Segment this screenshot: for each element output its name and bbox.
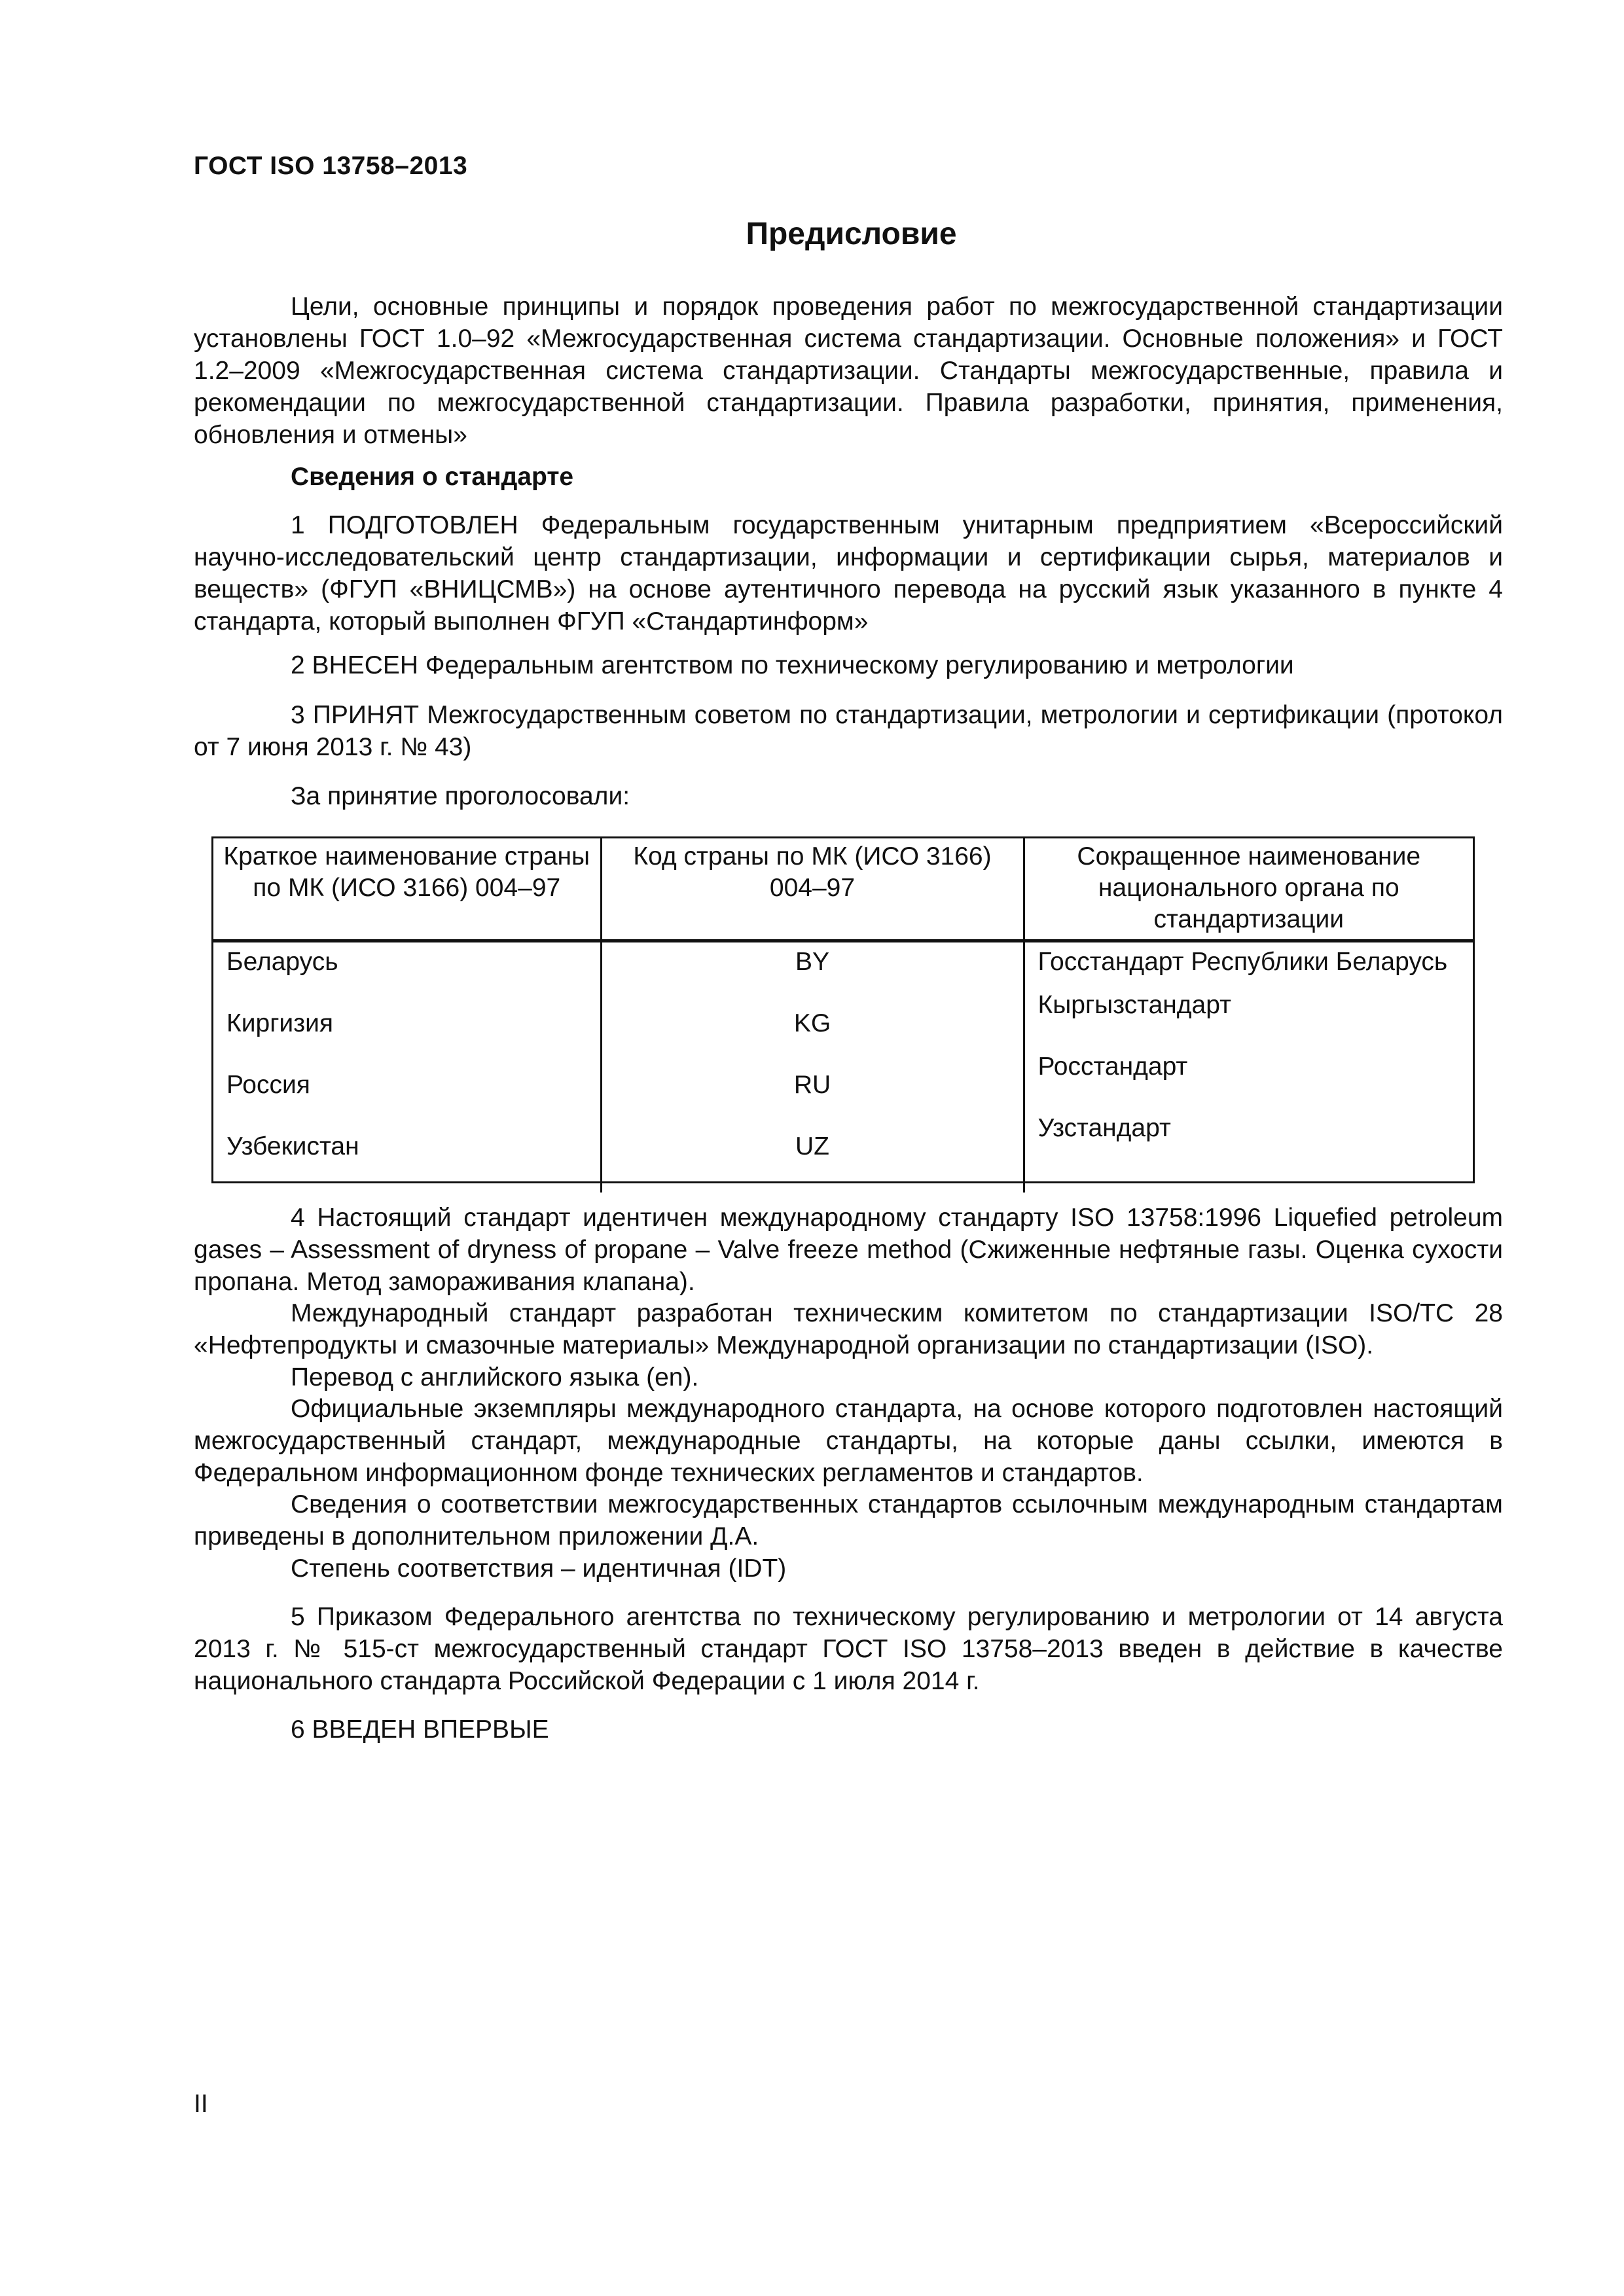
item-4-conformity-paragraph: Степень соответствия – идентичная (IDT) <box>291 1554 787 1583</box>
item-4-paragraph: 4 Настоящий стандарт идентичен международному стандарту ISO 13758:1996 Liquefied petroleum gases – Assessment of dryness of propane – Valve freeze method (Сжиженные нефтяные газы. Оценка сухости пропана. Метод замораживания клапана). <box>194 1204 1503 1296</box>
item-4-copies-paragraph: Официальные экземпляры международного стандарта, на основе которого подготовлен настоящий межгосударственный стандарт, международные стандарты, на которые даны ссылки, имеются в Федеральном информационном фонде технических регламентов и стандартов. <box>194 1395 1503 1487</box>
column-header-country: Краткое наименование страны по МК (ИСО 3166) 004–97 <box>213 838 601 941</box>
document-code-header: ГОСТ ISO 13758–2013 <box>194 152 468 180</box>
country-code: BY <box>795 948 830 976</box>
column-header-organ: Сокращенное наименование национального органа по стандартизации <box>1024 838 1473 941</box>
country-name: Россия <box>226 1071 310 1099</box>
country-code: UZ <box>795 1132 829 1160</box>
intro-paragraph: Цели, основные принципы и порядок проведения работ по межгосударственной стандартизации установлены ГОСТ 1.0–92 «Межгосударственная система стандартизации. Основные положения» и ГОСТ 1.2–2009 «Межгосударственная система стандартизации. Стандарты межгосударственные, правила и рекомендации по межгосударственной стандартизации. Правила разработки, принятия, применения, обновления и отмены» <box>194 293 1503 449</box>
section-heading: Сведения о стандарте <box>291 463 574 491</box>
item-1-paragraph: 1 ПОДГОТОВЛЕН Федеральным государственным унитарным предприятием «Всероссийский научно-исследовательский центр стандартизации, информации и сертификации сырья, материалов и веществ» (ФГУП «ВНИЦСМВ») на основе аутентичного перевода на русский язык указанного в пункте 4 стандарта, который выполнен ФГУП «Стандартинформ» <box>194 511 1503 636</box>
country-name: Беларусь <box>226 948 338 976</box>
country-column <box>213 941 601 1193</box>
country-code: KG <box>793 1009 831 1037</box>
item-4-translation-paragraph: Перевод с английского языка (en). <box>291 1363 699 1391</box>
organ-name: Госстандарт Республики Беларусь <box>1038 948 1448 976</box>
country-name: Узбекистан <box>226 1132 359 1160</box>
countries-table <box>211 836 1475 1183</box>
country-name: Киргизия <box>226 1009 333 1037</box>
item-4-references-paragraph: Сведения о соответствии межгосударственных стандартов ссылочным международным стандартам приведены в дополнительном приложении Д.А. <box>194 1490 1503 1551</box>
organ-name: Узстандарт <box>1038 1114 1171 1142</box>
item-4-committee-paragraph: Международный стандарт разработан техническим комитетом по стандартизации ISO/TC 28 «Нефтепродукты и смазочные материалы» Международной организации по стандартизации (ISO). <box>194 1299 1503 1359</box>
item-6-paragraph: 6 ВВЕДЕН ВПЕРВЫЕ <box>291 1715 549 1744</box>
item-2-paragraph: 2 ВНЕСЕН Федеральным агентством по техническому регулированию и метрологии <box>291 651 1294 679</box>
organ-column <box>1024 941 1473 1193</box>
vote-label: За принятие проголосовали: <box>291 782 630 810</box>
page-title: Предисловие <box>746 217 957 251</box>
organ-name: Кыргызстандарт <box>1038 991 1231 1019</box>
column-header-code: Код страны по МК (ИСО 3166) 004–97 <box>601 838 1024 941</box>
organ-name: Росстандарт <box>1038 1052 1188 1081</box>
code-column <box>601 941 1024 1193</box>
country-code: RU <box>793 1071 831 1099</box>
page-number: II <box>194 2090 208 2118</box>
item-5-paragraph: 5 Приказом Федерального агентства по техническому регулированию и метрологии от 14 августа 2013 г. № 515-ст межгосударственный стандарт ГОСТ ISO 13758–2013 введен в действие в качестве национального стандарта Российской Федерации с 1 июля 2014 г. <box>194 1603 1503 1695</box>
item-3-paragraph: 3 ПРИНЯТ Межгосударственным советом по стандартизации, метрологии и сертификации (протокол от 7 июня 2013 г. № 43) <box>194 701 1503 761</box>
